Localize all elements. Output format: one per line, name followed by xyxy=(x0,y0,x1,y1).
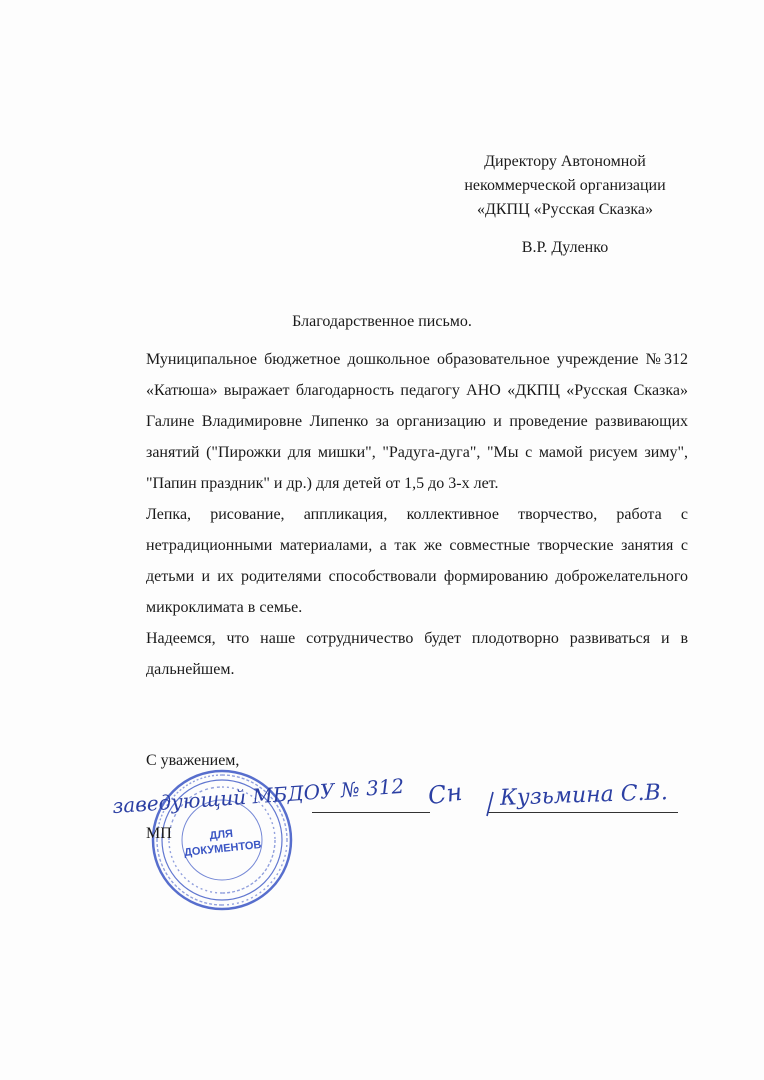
closing-text: С уважением, xyxy=(146,752,240,769)
letter-title: Благодарственное письмо. xyxy=(292,313,472,330)
stamp-text-line-2: ДОКУМЕНТОВ xyxy=(183,838,262,859)
addressee-line-1: Директору Автономной xyxy=(484,153,646,170)
name-line xyxy=(488,812,678,813)
addressee-line-3: «ДКПЦ «Русская Сказка» xyxy=(476,201,654,218)
addressee-block xyxy=(440,150,690,260)
body-paragraph-3-text: Надеемся, что наше сотрудничество будет плодотворно развиваться и в дальнейшем. xyxy=(146,630,688,678)
handwritten-position: заведующий МБДОУ № 312 xyxy=(111,773,405,819)
letter-body xyxy=(146,344,688,685)
ink-stroke xyxy=(483,790,497,820)
signature-line xyxy=(312,812,430,813)
stamp-text-line-1: ДЛЯ xyxy=(208,827,234,843)
handwritten-signature: Сн xyxy=(426,777,464,811)
body-paragraph-1-text: Муниципальное бюджетное дошкольное образовательное учреждение №312 «Катюша» выражает благодарность педагогу АНО «ДКПЦ «Русская Сказка» Галине Владимировне Липенко за организацию и проведение развивающих занятий ("Пирожки для мишки", "Радуга-дуга", "Мы с мамой рисуем зиму", "Папин праздник" и др.) для детей от 1,5 до 3-х лет. xyxy=(146,351,688,492)
body-paragraph-2-text: Лепка, рисование, аппликация, коллективное творчество, работа с нетрадиционными материалами, а так же совместные творческие занятия с детьми и их родителями способствовали формированию доброжелательного микроклимата в семье. xyxy=(146,506,688,616)
body-paragraph-1 xyxy=(146,344,688,499)
addressee-line-2: некоммерческой организации xyxy=(464,177,666,194)
mp-label: МП xyxy=(146,825,172,842)
handwritten-name: Кузьмина С.В. xyxy=(499,780,669,811)
addressee-name: В.Р. Дуленко xyxy=(521,239,609,256)
body-paragraph-3 xyxy=(146,623,688,685)
body-paragraph-2 xyxy=(146,499,688,623)
